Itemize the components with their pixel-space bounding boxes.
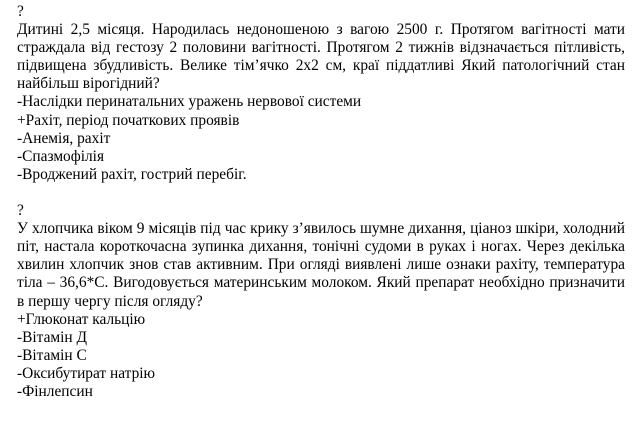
answer-option: +Глюконат кальцію: [17, 310, 146, 328]
answer-option: -Фінлепсин: [17, 382, 93, 400]
question-marker: ?: [17, 3, 24, 20]
answer-options: [17, 311, 625, 401]
question-block-1: [17, 3, 625, 184]
answer-option: -Вітамін С: [17, 346, 87, 364]
answer-option: -Анемія, рахіт: [17, 129, 111, 147]
answer-option: -Наслідки перинатальних уражень нервової системи: [17, 93, 362, 111]
question-block-2: [17, 202, 625, 401]
answer-options: [17, 93, 625, 183]
answer-option: -Вроджений рахіт, гострий перебіг.: [17, 165, 247, 183]
question-marker: ?: [17, 202, 24, 220]
answer-option: -Вітамін Д: [17, 328, 88, 346]
answer-option: +Рахіт, період початкових проявів: [17, 111, 240, 129]
question-text: Дитині 2,5 місяця. Народилась недоношеною з вагою 2500 г. Протягом вагітності мати страждала від гестозу 2 половини вагітності. Протягом 2 тижнів відзначається пітливість, підвищена збудливість. Велике тім’ячко 2х2 см, краї піддатливі Який патологічний стан найбільш вірогідний?: [17, 21, 625, 93]
answer-option: -Спазмофілія: [17, 147, 105, 165]
question-text: У хлопчика віком 9 місяців під час крику з’явилось шумне дихання, ціаноз шкіри, холодний піт, настала короткочасна зупинка дихання, тонічні судоми в руках і ногах. Через декілька хвилин хлопчик знов став активним. При огляді виявлені лише ознаки рахіту, температура тіла – 36,6*С. Вигодовується материнським молоком. Який препарат необхідно призначити в першу чергу після огляду?: [17, 220, 625, 310]
blank-line: [17, 184, 625, 202]
answer-option: -Оксибутират натрію: [17, 364, 156, 382]
